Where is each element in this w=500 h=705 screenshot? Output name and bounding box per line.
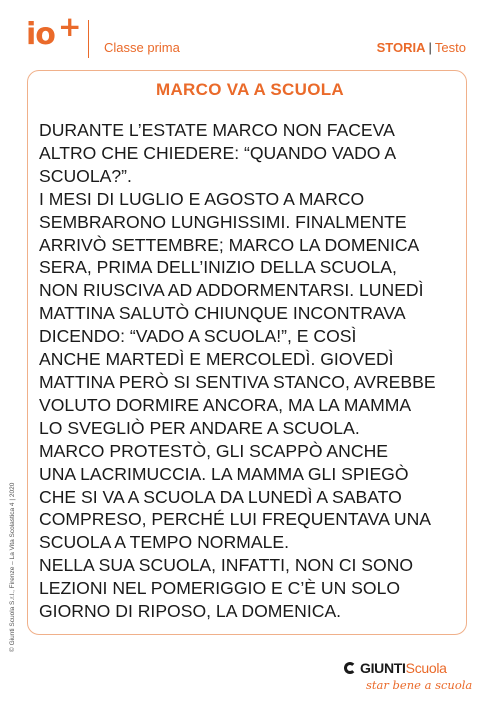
text-line: NON RIUSCIVA AD ADDORMENTARSI. LUNEDÌ <box>39 280 424 301</box>
section-name: Testo <box>434 40 466 55</box>
subject-separator: | <box>428 40 432 55</box>
brand-name-accent: Scuola <box>405 660 447 676</box>
text-line: NELLA SUA SCUOLA, INFATTI, NON CI SONO <box>39 555 414 576</box>
text-line: SCUOLA?”. <box>39 165 132 186</box>
text-line: LO SVEGLIÒ PER ANDARE A SCUOLA. <box>39 417 360 438</box>
giunti-g-icon <box>344 662 356 674</box>
text-line: I MESI DI LUGLIO E AGOSTO A MARCO <box>39 188 365 209</box>
text-line: GIORNO DI RIPOSO, LA DOMENICA. <box>39 601 342 622</box>
text-line: UNA LACRIMUCCIA. LA MAMMA GLI SPIEGÒ <box>39 463 409 484</box>
text-line: DICENDO: “VADO A SCUOLA!”, E COSÌ <box>39 326 357 347</box>
brand-name <box>360 660 447 676</box>
io-plus-logo <box>26 10 81 52</box>
text-line: CHE SI VA A SCUOLA DA LUNEDÌ A SABATO <box>39 486 402 507</box>
class-label: Classe prima <box>104 40 180 55</box>
subject-name: STORIA <box>376 40 426 55</box>
header-divider <box>88 20 89 58</box>
text-line: ANCHE MARTEDÌ E MERCOLEDÌ. GIOVEDÌ <box>39 349 394 370</box>
text-line: ARRIVÒ SETTEMBRE; MARCO LA DOMENICA <box>39 234 420 255</box>
text-line: VOLUTO DORMIRE ANCORA, MA LA MAMMA <box>39 394 412 415</box>
document-title: MARCO VA A SCUOLA <box>156 80 344 99</box>
text-line: MARCO PROTESTÒ, GLI SCAPPÒ ANCHE <box>39 440 389 461</box>
text-line: MATTINA PERÒ SI SENTIVA STANCO, AVREBBE <box>39 371 436 392</box>
text-line: SERA, PRIMA DELL’INIZIO DELLA SCUOLA, <box>39 257 397 278</box>
text-line: ALTRO CHE CHIEDERE: “QUANDO VADO A <box>39 142 397 163</box>
document-body <box>39 119 459 623</box>
text-line: SEMBRARONO LUNGHISSIMI. FINALMENTE <box>39 211 407 232</box>
text-line: MATTINA SALUTÒ CHIUNQUE INCONTRAVA <box>39 303 406 324</box>
text-line: LEZIONI NEL POMERIGGIO E C’È UN SOLO <box>39 578 401 599</box>
logo-text: io <box>26 17 55 52</box>
copyright-notice: © Giunti Scuola S.r.l., Firenze – La Vita Scolastica 4 | 2020 <box>9 482 16 652</box>
brand-name-bold: GIUNTI <box>360 660 406 676</box>
text-line: SCUOLA A TEMPO NORMALE. <box>39 532 289 553</box>
logo-plus-icon: + <box>58 10 81 43</box>
text-line: COMPRESO, PERCHÉ LUI FREQUENTAVA UNA <box>39 509 432 530</box>
brand-tagline: star bene a scuola <box>366 678 473 692</box>
text-line: DURANTE L’ESTATE MARCO NON FACEVA <box>39 120 395 140</box>
subject-label <box>377 40 466 55</box>
